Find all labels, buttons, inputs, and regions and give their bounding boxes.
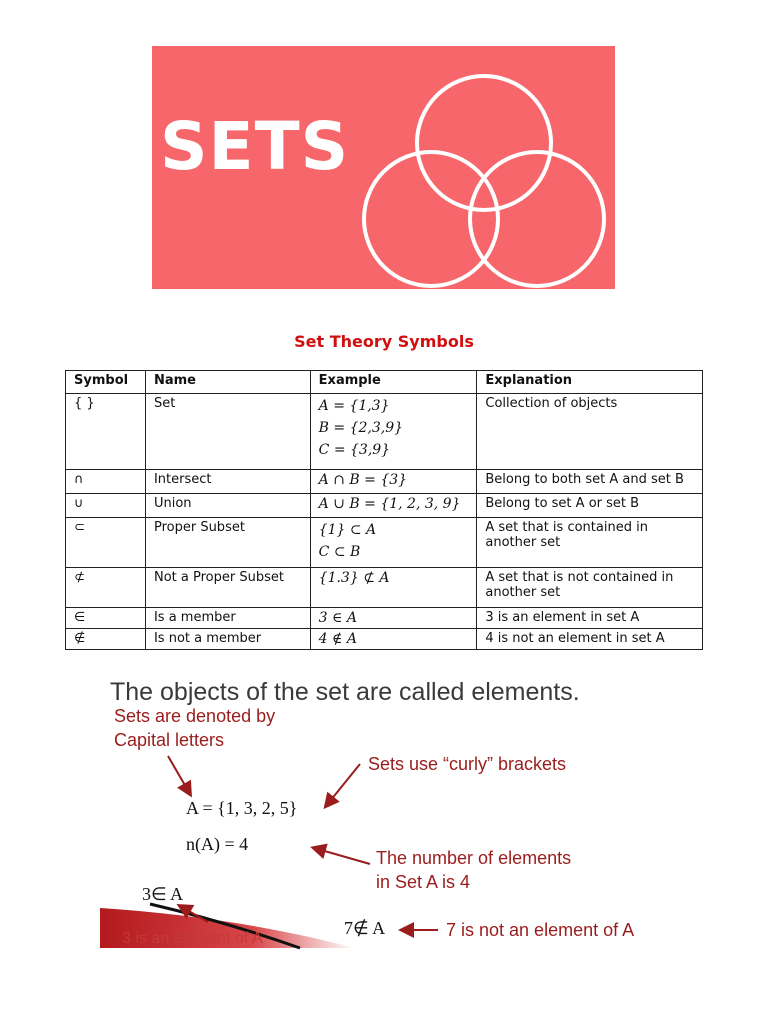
set-example: A = {1, 3, 2, 5}: [186, 798, 298, 818]
example-line: B = {2,3,9}: [318, 420, 404, 436]
elements-notes: [100, 672, 660, 952]
example-line: {1.3} ⊄ A: [318, 570, 390, 586]
arrow-capital: [168, 756, 190, 794]
example-cell: [310, 518, 477, 568]
name-cell: Set: [145, 394, 310, 470]
table-row: [66, 629, 703, 650]
symbol-cell: { }: [66, 394, 146, 470]
example-line: C ⊂ B: [318, 544, 361, 560]
example-cell: [310, 608, 477, 629]
table-row: [66, 568, 703, 608]
example-cell: [310, 494, 477, 518]
table-row: [66, 518, 703, 568]
header-example: Example: [310, 371, 477, 394]
symbol-cell: ∩: [66, 470, 146, 494]
table-row: [66, 470, 703, 494]
example-line: {1} ⊂ A: [318, 522, 377, 538]
example-line: A ∪ B = {1, 2, 3, 9}: [318, 496, 461, 512]
name-cell: Intersect: [145, 470, 310, 494]
capital-note-line2: Capital letters: [114, 730, 225, 750]
symbol-cell: ∈: [66, 608, 146, 629]
banner-title: SETS: [160, 108, 350, 185]
curly-note: Sets use “curly” brackets: [368, 754, 567, 774]
capital-note-line1: Sets are denoted by: [114, 706, 276, 726]
sets-banner: [152, 46, 615, 289]
explanation-cell: Belong to set A or set B: [477, 494, 703, 518]
table-row: [66, 494, 703, 518]
symbol-cell: ⊂: [66, 518, 146, 568]
example-line: 3 ∈ A: [318, 610, 357, 626]
nonmember-example: 7∉ A: [344, 918, 386, 938]
symbols-table: [65, 370, 703, 650]
example-cell: [310, 568, 477, 608]
count-example: n(A) = 4: [186, 834, 249, 854]
example-cell: [310, 470, 477, 494]
example-line: A = {1,3}: [318, 398, 390, 414]
elements-heading: The objects of the set are called elements.: [110, 678, 580, 706]
count-note-line1: The number of elements: [376, 848, 572, 868]
symbol-cell: ∪: [66, 494, 146, 518]
table-row: [66, 394, 703, 470]
name-cell: Is not a member: [145, 629, 310, 650]
explanation-cell: Belong to both set A and set B: [477, 470, 703, 494]
table-row: [66, 608, 703, 629]
member-note: 3 is an element of A: [122, 930, 263, 947]
header-symbol: Symbol: [66, 371, 146, 394]
explanation-cell: A set that is not contained in another set: [477, 568, 703, 608]
header-name: Name: [145, 371, 310, 394]
example-line: 4 ∉ A: [318, 631, 357, 647]
table-header-row: [66, 371, 703, 394]
explanation-cell: 3 is an element in set A: [477, 608, 703, 629]
name-cell: Proper Subset: [145, 518, 310, 568]
explanation-cell: A set that is contained in another set: [477, 518, 703, 568]
venn-diagram-icon: [152, 46, 615, 289]
explanation-cell: Collection of objects: [477, 394, 703, 470]
explanation-cell: 4 is not an element in set A: [477, 629, 703, 650]
name-cell: Is a member: [145, 608, 310, 629]
name-cell: Not a Proper Subset: [145, 568, 310, 608]
example-cell: [310, 629, 477, 650]
arrow-count: [314, 848, 370, 864]
arrow-curly: [326, 764, 360, 806]
symbol-cell: ∉: [66, 629, 146, 650]
example-line: C = {3,9}: [318, 442, 391, 458]
count-note-line2: in Set A is 4: [376, 872, 471, 892]
example-cell: [310, 394, 477, 470]
table-title: Set Theory Symbols: [294, 332, 474, 351]
name-cell: Union: [145, 494, 310, 518]
symbol-cell: ⊄: [66, 568, 146, 608]
header-explanation: Explanation: [477, 371, 703, 394]
example-line: A ∩ B = {3}: [318, 472, 408, 488]
member-example: 3∈ A: [142, 884, 184, 904]
nonmember-note: 7 is not an element of A: [446, 920, 635, 940]
